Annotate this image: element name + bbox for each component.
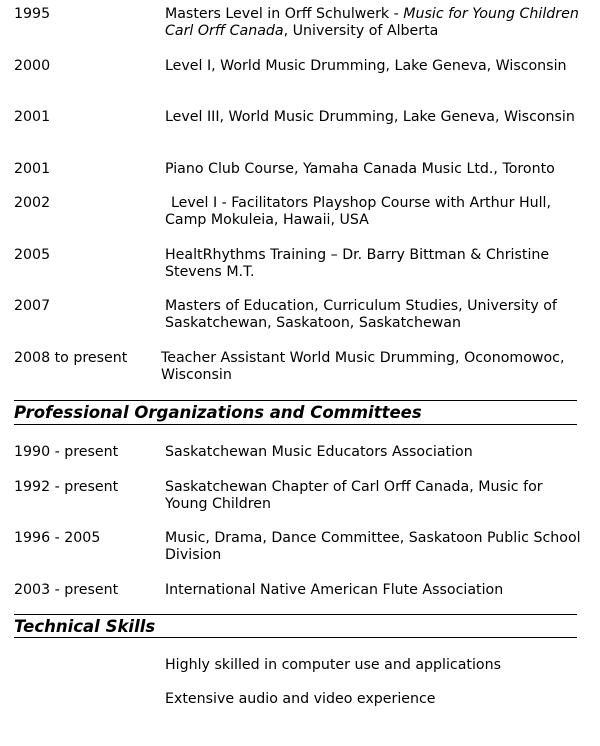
entry-description: International Native American Flute Association [165, 582, 504, 598]
entry-description: Teacher Assistant World Music Drumming, Oconomowoc, Wisconsin [161, 350, 565, 383]
section-divider [14, 637, 577, 638]
entry-date: 2005 [14, 247, 51, 263]
entry-date: 2001 [14, 109, 51, 125]
entry-description: Masters of Education, Curriculum Studies, University of Saskatchewan, Saskatoon, Saskatchewan [165, 298, 557, 331]
entry-date: 2007 [14, 298, 51, 314]
entry-description: Saskatchewan Music Educators Association [165, 444, 473, 460]
section-heading: Technical Skills [14, 617, 156, 636]
entry-date: 2001 [14, 161, 51, 177]
entry-description: Masters Level in Orff Schulwerk - Music for Young Children Carl Orff Canada, University of Alberta [165, 6, 579, 39]
section-divider [14, 614, 577, 615]
section-heading: Professional Organizations and Committees [14, 403, 422, 422]
entry-description: Level III, World Music Drumming, Lake Geneva, Wisconsin [165, 109, 575, 125]
entry-description: HealtRhythms Training – Dr. Barry Bittman & Christine Stevens M.T. [165, 247, 550, 280]
entry-date: 2000 [14, 58, 51, 74]
entry-description: Level I - Facilitators Playshop Course with Arthur Hull, Camp Mokuleia, Hawaii, USA [165, 195, 551, 228]
entry-description: Level I, World Music Drumming, Lake Geneva, Wisconsin [165, 58, 567, 74]
entry-description: Piano Club Course, Yamaha Canada Music Ltd., Toronto [165, 161, 555, 177]
entry-date: 2008 to present [14, 350, 128, 366]
section-divider [14, 424, 577, 425]
entry-date: 2002 [14, 195, 51, 211]
section-divider [14, 400, 577, 401]
entry-description: Saskatchewan Chapter of Carl Orff Canada, Music for Young Children [165, 479, 543, 512]
entry-date: 1996 - 2005 [14, 530, 101, 546]
skill-item: Highly skilled in computer use and applications [165, 657, 501, 673]
entry-date: 1990 - present [14, 444, 119, 460]
entry-date: 1995 [14, 6, 51, 22]
entry-date: 1992 - present [14, 479, 119, 495]
entry-description: Music, Drama, Dance Committee, Saskatoon Public School Division [165, 530, 581, 563]
entry-date: 2003 - present [14, 582, 119, 598]
skill-item: Extensive audio and video experience [165, 691, 436, 707]
